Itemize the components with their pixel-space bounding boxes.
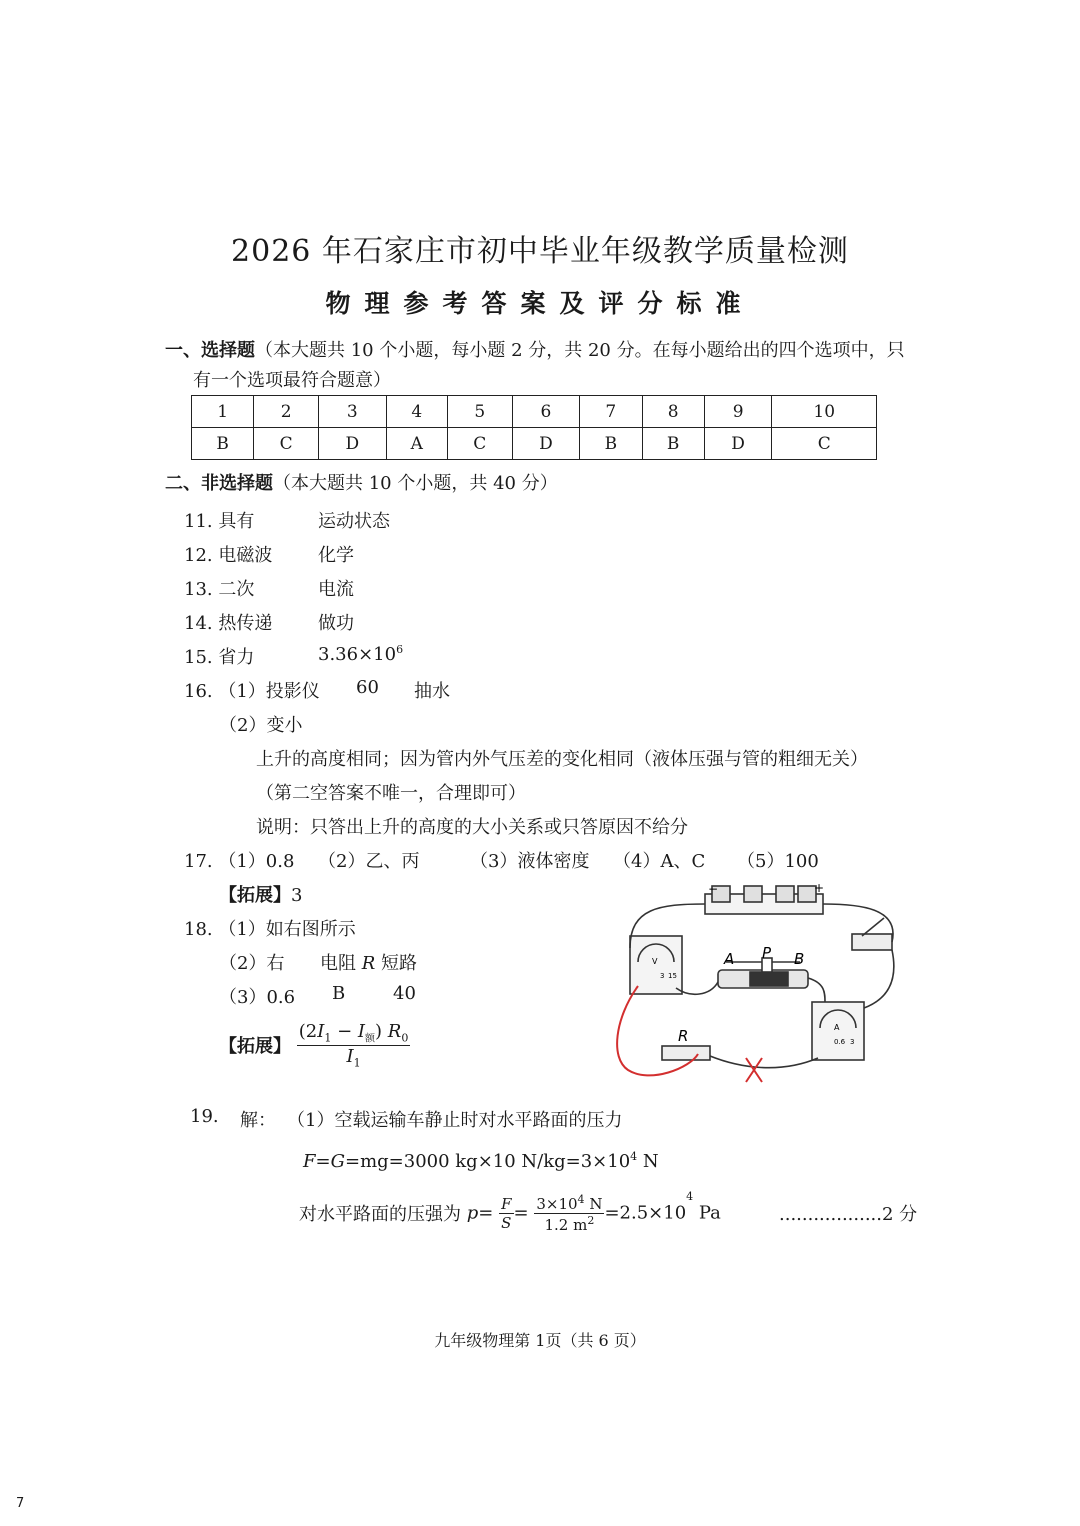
q18-line3a: （3）0.6 (219, 987, 296, 1008)
q19-number: 19. (190, 1106, 219, 1127)
formula-sub: 额 (365, 1033, 375, 1045)
q14-answer-a: 14. 热传递 (184, 613, 273, 634)
q17-part5: （5）100 (737, 851, 819, 872)
q19-solve: 解： (240, 1110, 276, 1131)
rheostat-coil (750, 972, 788, 986)
label-P: P (762, 944, 772, 962)
q18-ext-label: 【拓展】 (219, 1036, 291, 1058)
voltmeter-tick: 3 (660, 972, 665, 980)
q16-line3: 上升的高度相同；因为管内外气压差的变化相同（液体压强与管的粗细无关） (256, 749, 868, 770)
q15-exp: 6 (396, 643, 404, 656)
q18-line3c: 40 (393, 983, 416, 1004)
table-cell: 5 (447, 396, 512, 428)
table-cell: 6 (512, 396, 580, 428)
eq-var: F (303, 1151, 316, 1172)
table-cell: C (447, 428, 512, 460)
label-R: R (678, 1027, 689, 1045)
q19-eq1 (303, 1150, 659, 1172)
page-number: 7 (16, 1496, 25, 1511)
q12-answer-b: 化学 (318, 545, 354, 566)
table-cell: 2 (254, 396, 319, 428)
q18-line2a: （2）右 (219, 953, 285, 974)
ammeter-label: A (834, 1023, 840, 1032)
battery-plus: + (814, 881, 825, 895)
eq-text: 对水平路面的压强为 (299, 1204, 467, 1225)
page-title: 2026 年石家庄市初中毕业年级教学质量检测 (231, 234, 849, 269)
eq-part: = (315, 1151, 331, 1172)
section1-heading (165, 336, 905, 362)
section2-heading (165, 469, 558, 495)
eq-part: 3×10 (536, 1194, 578, 1213)
q15-base: 3.36×10 (318, 644, 397, 665)
eq-part: = (513, 1202, 529, 1224)
table-cell: 10 (772, 396, 877, 428)
q19-score: ..................2 分 (779, 1204, 918, 1225)
q17-ext-value: 3 (291, 885, 303, 906)
table-cell: D (319, 428, 387, 460)
ammeter-tick: 3 (850, 1038, 855, 1046)
eq-exp: 4 (630, 1150, 638, 1163)
table-cell: 3 (319, 396, 387, 428)
answer-table-row-numbers (192, 396, 877, 428)
q18-line1: 18. （1）如右图所示 (184, 919, 356, 940)
q12-answer-a: 12. 电磁波 (184, 545, 273, 566)
table-cell: C (772, 428, 877, 460)
eq-exp: 4 (577, 1192, 585, 1206)
battery-cell (776, 886, 794, 902)
eq-part: =2.5×10 (604, 1202, 687, 1224)
circuit-diagram (600, 878, 910, 1100)
frac-den (534, 1214, 604, 1234)
eq-unit: Pa (693, 1202, 721, 1224)
section2-desc: （本大题共 10 个小题，共 40 分） (273, 473, 558, 494)
page-subtitle: 物理参考答案及评分标准 (325, 289, 755, 318)
q17-part3: （3）液体密度 (470, 851, 590, 872)
q18-line2b (320, 949, 417, 975)
q16-line1c: 抽水 (414, 681, 450, 702)
q18-text: 电阻 (320, 953, 362, 974)
formula-part: (2 (298, 1021, 318, 1042)
answer-table-row-answers (192, 428, 877, 460)
label-A: A (724, 950, 735, 968)
formula-sub: 1 (324, 1031, 332, 1045)
table-cell: C (254, 428, 319, 460)
page-footer: 九年级物理第 1页（共 6 页） (434, 1331, 646, 1350)
table-cell: B (192, 428, 254, 460)
section1-desc-line2: 有一个选项最符合题意） (193, 370, 391, 391)
formula-denominator (297, 1046, 411, 1070)
battery-cell (744, 886, 762, 902)
table-cell: B (642, 428, 704, 460)
frac-den: S (501, 1213, 512, 1232)
table-cell: 1 (192, 396, 254, 428)
fraction-values (534, 1193, 604, 1234)
frac-num (534, 1193, 604, 1214)
q18-var: R (361, 953, 376, 974)
q17-extension (219, 881, 302, 907)
eq-unit: N (584, 1194, 603, 1213)
resistor-R (662, 1046, 710, 1060)
eq-var: G (330, 1151, 345, 1172)
wire (710, 1056, 818, 1068)
formula-part: ) (375, 1021, 388, 1042)
battery-minus: − (708, 882, 719, 896)
q18-extension (219, 1021, 410, 1069)
q18-formula (297, 1021, 411, 1069)
formula-sub: 1 (353, 1056, 361, 1070)
q14-answer-b: 做功 (318, 613, 354, 634)
q15-answer-a: 15. 省力 (184, 647, 255, 668)
formula-numerator (297, 1021, 411, 1046)
table-cell: D (704, 428, 772, 460)
formula-part: − (331, 1021, 358, 1042)
section1-label: 一、选择题 (165, 340, 255, 361)
table-cell: B (580, 428, 642, 460)
eq-part: 1.2 m (544, 1215, 588, 1234)
q17-part4: （4）A、C (613, 851, 706, 872)
voltmeter-tick: 15 (668, 972, 677, 980)
table-cell: 7 (580, 396, 642, 428)
wire-cross-mark (746, 1058, 762, 1082)
wire (864, 950, 894, 1008)
switch-base (852, 934, 892, 950)
q16-line4: （第二空答案不唯一，合理即可） (256, 783, 526, 804)
eq-var: p (466, 1202, 479, 1224)
q13-answer-a: 13. 二次 (184, 579, 255, 600)
formula-var: I (357, 1021, 365, 1042)
table-cell: 9 (704, 396, 772, 428)
table-cell: 8 (642, 396, 704, 428)
table-cell: 4 (386, 396, 447, 428)
label-B: B (794, 950, 805, 968)
q18-line3b: B (332, 983, 346, 1004)
q16-line5: 说明：只答出上升的高度的大小关系或只答原因不给分 (256, 817, 688, 838)
q17-ext-label: 【拓展】 (219, 885, 291, 906)
formula-var: I (317, 1021, 325, 1042)
answer-table (191, 395, 877, 460)
formula-var: I (346, 1045, 354, 1067)
wire (808, 978, 825, 1002)
table-cell: D (512, 428, 580, 460)
q15-answer-b (318, 643, 403, 665)
voltmeter-label: V (652, 957, 658, 966)
q13-answer-b: 电流 (318, 579, 354, 600)
q11-answer-b: 运动状态 (318, 511, 390, 532)
q17-part1: 17. （1）0.8 (184, 851, 295, 872)
ammeter-tick: 0.6 (834, 1038, 846, 1046)
fraction-F-over-S (499, 1195, 513, 1232)
q19-eq2 (299, 1190, 721, 1234)
q16-line2: （2）变小 (219, 715, 303, 736)
eq-exp: 2 (587, 1213, 595, 1227)
eq-part: =mg=3000 kg×10 N/kg=3×10 (344, 1151, 631, 1172)
table-cell: A (386, 428, 447, 460)
q17-part2: （2）乙、丙 (318, 851, 420, 872)
q16-line1a: 16. （1）投影仪 (184, 681, 320, 702)
q16-line1b: 60 (356, 677, 379, 698)
section1-desc-line1: （本大题共 10 个小题，每小题 2 分，共 20 分。在每小题给出的四个选项中，只 (255, 340, 905, 361)
formula-sub: 0 (401, 1031, 409, 1045)
frac-num: F (501, 1194, 512, 1213)
q19-part1: （1）空载运输车静止时对水平路面的压力 (287, 1110, 623, 1131)
section2-label: 二、非选择题 (165, 473, 273, 494)
eq-unit: N (637, 1151, 659, 1172)
eq-part: = (478, 1202, 494, 1224)
q11-answer-a: 11. 具有 (184, 511, 255, 532)
eq-exp: 4 (686, 1190, 694, 1203)
formula-var: R (387, 1021, 402, 1042)
q18-text: 短路 (375, 953, 418, 974)
